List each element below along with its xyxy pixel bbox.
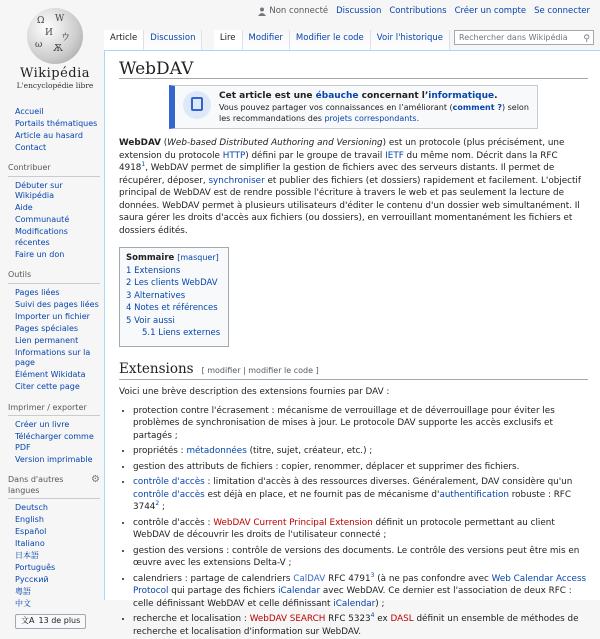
sidebar-item-debuter[interactable]: Débuter sur Wikipédia — [15, 180, 63, 200]
lang-de[interactable]: Deutsch — [15, 503, 48, 512]
toc-item-1[interactable]: 1 Extensions — [126, 265, 181, 276]
list-item: • gestion des versions : contrôle de versions des documents. Le contrôle des versions peut être mis en œuvre avec les extensions Delta-V ; — [133, 545, 588, 570]
caldav-link[interactable]: CalDAV — [293, 573, 326, 584]
table-of-contents — [119, 247, 229, 347]
list-item — [133, 476, 588, 514]
controle-acces-link-2[interactable]: contrôle d'accès — [133, 489, 205, 500]
page-tabs — [104, 30, 600, 50]
b7g: qui partage des fichiers — [168, 586, 279, 596]
section-title: Extensions — [119, 360, 194, 377]
sidebar-item-informations[interactable]: Informations sur la page — [15, 347, 91, 367]
intro-p2: ( — [160, 138, 168, 148]
b4f: robuste : RFC 3744 — [133, 489, 572, 512]
ref-1-link[interactable]: 1 — [141, 161, 146, 169]
gear-icon[interactable]: ⚙ — [91, 474, 100, 485]
lang-ja[interactable]: 日本語 — [15, 551, 39, 560]
lang-yue[interactable]: 粵語 — [15, 587, 31, 596]
b8c: RFC 5323 — [325, 614, 371, 624]
sidebar-item-suivi[interactable]: Suivi des pages liées — [15, 299, 99, 309]
wcap-link[interactable]: Web Calendar Access Protocol — [133, 573, 587, 596]
toc-title-text: Sommaire — [126, 253, 175, 263]
ref-3-link[interactable]: 3 — [370, 571, 375, 579]
b8a: recherche et localisation : — [133, 614, 250, 624]
stub-notice-title — [219, 91, 529, 102]
lang-zh[interactable]: 中文 — [15, 599, 31, 608]
sidebar-item-imprimable[interactable]: Version imprimable — [15, 454, 93, 464]
b7e: (à ne pas confondre avec — [374, 573, 492, 584]
http-link[interactable]: HTTP — [222, 150, 246, 161]
b8e: ex — [374, 614, 391, 624]
languages-portal — [8, 475, 100, 629]
b8g: définit un ensemble de méthodes de recherche et localisation d'information sur WebDAV. — [133, 614, 579, 637]
intro-expansion: Web-based Distributed Authoring and Versioning — [167, 138, 383, 148]
tools-title: Outils — [8, 270, 32, 279]
wikipedia-logo[interactable] — [10, 8, 100, 90]
tagline: L'encyclopédie libre — [16, 81, 94, 90]
tab-historique[interactable]: Voir l'historique — [371, 30, 450, 50]
metadonnees-link[interactable]: métadonnées — [186, 446, 247, 456]
toc-item-2[interactable]: 2 Les clients WebDAV — [126, 278, 218, 288]
webdav-search-link[interactable]: WebDAV SEARCH — [249, 614, 326, 624]
tab-modifier[interactable]: Modifier — [243, 30, 290, 50]
sidebar-item-random[interactable]: Article au hasard — [15, 130, 83, 140]
sidebar-item-modifications[interactable]: Modifications récentes — [15, 227, 68, 247]
page-title: WebDAV — [119, 63, 588, 79]
sidebar-item-lien-permanent[interactable]: Lien permanent — [15, 335, 79, 345]
tools-portal — [8, 270, 100, 393]
stub-notice — [169, 85, 538, 130]
toc-item-5-1[interactable]: 5.1 Liens externes — [142, 328, 221, 338]
ietf-link[interactable]: IETF — [385, 150, 404, 161]
tabs-spacer — [202, 30, 213, 50]
contribute-portal — [8, 163, 100, 260]
toc-item-3[interactable]: 3 Alternatives — [126, 290, 186, 301]
stub-t5: . — [494, 90, 498, 101]
create-account-link[interactable]: Créer un compte — [454, 6, 527, 16]
icalendar-link[interactable]: iCalendar — [278, 586, 321, 596]
stub-notice-text — [219, 91, 529, 125]
lang-it[interactable]: Italiano — [15, 539, 45, 548]
sidebar-item-portails[interactable]: Portails thématiques — [15, 118, 98, 128]
tools-heading — [8, 270, 100, 284]
list-item: • protection contre l'écrasement : mécanisme de verrouillage et de déverrouillage pour éviter les problèmes de synchronisation de mises à jour. Le protocole DAV supporte les accès exclusifs et partagés ; — [133, 405, 588, 443]
translate-icon: 文A — [21, 616, 35, 625]
tab-lire[interactable]: Lire — [214, 30, 243, 50]
list-item — [133, 517, 588, 542]
personal-discussion-link[interactable]: Discussion — [336, 6, 382, 16]
sidebar-item-pages-speciales[interactable]: Pages spéciales — [15, 323, 79, 333]
section-lead: Voici une brève description des extensions fournies par DAV : — [119, 387, 390, 397]
stub-t3: concernant l’ — [358, 90, 429, 101]
lang-pt[interactable]: Português — [15, 563, 56, 572]
list-item — [133, 445, 588, 458]
more-languages-label: 13 de plus — [38, 616, 81, 625]
sidebar-item-citer[interactable]: Citer cette page — [15, 382, 80, 391]
article-content — [104, 50, 600, 637]
print-portal — [8, 403, 100, 466]
b4h: ; — [159, 502, 165, 512]
intro-bold-title: WebDAV — [119, 138, 161, 148]
stub-b5: . — [416, 113, 420, 123]
stub-b1: Vous pouvez partager vos connaissances en l’améliorant ( — [219, 103, 453, 112]
dasl-link[interactable]: DASL — [390, 614, 414, 624]
b7k: ) ; — [375, 598, 385, 609]
intro-p12: et publier des fichiers (et dossiers) rapidement et facilement. L'objectif principal de WebDAV est de rendre possible l'écriture à travers le web et pas seulement la lecture de données. WebDAV permet à plusieurs utilisateurs d'éditer le contenu d'un dossier web simultanément. Il saura gérer les droits d'accès aux fichiers (ou dossiers), en verrouillant momentanément les fichiers et dossiers édités. — [119, 175, 581, 236]
lang-en[interactable]: English — [15, 515, 44, 524]
b2a: propriétés : — [133, 446, 187, 456]
personal-tools — [258, 6, 590, 16]
sidebar-item-accueil[interactable]: Accueil — [15, 106, 44, 116]
intro-p4: ) est un protocole (plus précisément, une extension du protocole — [119, 138, 565, 161]
stub-t1: Cet article est une — [219, 90, 316, 101]
toc-item-4[interactable]: 4 Notes et références — [126, 303, 218, 313]
tab-modifier-code[interactable]: Modifier le code — [290, 30, 371, 50]
current-principal-link[interactable]: WebDAV Current Principal Extension — [213, 517, 373, 528]
sidebar-item-don[interactable]: Faire un don — [15, 249, 65, 259]
search-placeholder: Rechercher dans Wikipédia — [459, 33, 568, 42]
comment-link[interactable]: comment ? — [452, 103, 502, 112]
controle-acces-link[interactable]: contrôle d'accès — [133, 477, 205, 487]
b7c: RFC 4791 — [325, 573, 371, 584]
icalendar-link-2[interactable]: iCalendar — [333, 598, 376, 609]
sidebar-item-wikidata[interactable]: Élément Wikidata — [15, 370, 86, 379]
login-link[interactable]: Se connecter — [534, 6, 590, 16]
toc-hide-link[interactable]: [masquer] — [177, 253, 219, 262]
sidebar-item-aide[interactable]: Aide — [15, 203, 33, 212]
b7i: avec WebDAV. Ce dernier est l'association de deux RFC : celle définissant WebDAV et celle définissant — [133, 586, 572, 609]
informatique-link[interactable]: informatique — [428, 90, 495, 101]
intro-paragraph — [119, 137, 588, 237]
search-input[interactable] — [454, 30, 594, 45]
sidebar-item-communaute[interactable]: Communauté — [15, 215, 70, 224]
ref-4-link[interactable]: 4 — [370, 612, 375, 620]
puzzle-globe-icon: Ω W И ウ ω Ѫ — [27, 8, 83, 64]
stub-notice-body — [219, 103, 529, 124]
intro-p8: du même nom. Décrit dans la RFC 4918 — [119, 150, 558, 173]
user-icon — [258, 7, 266, 16]
projets-link[interactable]: projets correspondants — [324, 113, 417, 123]
tab-discussion[interactable]: Discussion — [144, 30, 202, 50]
b2c: (titre, sujet, créateur, etc.) ; — [246, 446, 373, 456]
wordmark: Wikipédia — [19, 66, 91, 81]
stub-b3: ) selon les recommandations des — [219, 103, 529, 123]
sidebar-item-pdf[interactable]: Télécharger comme PDF — [15, 432, 94, 452]
contribute-heading — [8, 163, 100, 177]
contribute-title: Contribuer — [8, 163, 51, 172]
section-heading-extensions — [119, 360, 588, 381]
b5a: contrôle d'accès : — [133, 517, 214, 528]
more-languages-button[interactable] — [15, 614, 86, 629]
print-heading — [8, 403, 100, 417]
b5c: définit un protocole permettant au client WebDAV de découvrir les droits de l'utilisateur connecté ; — [133, 517, 555, 540]
b4b: : limitation d'accès à des ressources diverses. Généralement, DAV considère qu'un — [204, 477, 573, 487]
stub-link[interactable]: ébauche — [315, 90, 359, 101]
list-item: • gestion des attributs de fichiers : copier, renommer, déplacer et supprimer des fichiers. — [133, 461, 588, 474]
languages-heading — [8, 475, 100, 499]
sidebar-item-contact[interactable]: Contact — [15, 142, 47, 152]
tab-article[interactable]: Article — [104, 30, 144, 50]
languages-title: Dans d'autres langues — [8, 475, 64, 495]
toc-item-5[interactable]: 5 Voir aussi — [126, 315, 175, 326]
ref-2-link[interactable]: 2 — [155, 500, 160, 508]
navigation-portal — [8, 107, 100, 154]
sidebar-item-pages-liees[interactable]: Pages liées — [15, 287, 60, 297]
sidebar-item-livre[interactable]: Créer un livre — [15, 420, 70, 429]
intro-p10: , WebDAV permet de simplifier la gestion de fichiers avec des serveurs distants. Il permet de récupérer, déposer, — [119, 163, 555, 186]
b4d: est déjà en place, et ne fournit pas de mécanisme d' — [204, 489, 440, 500]
list-item — [133, 613, 588, 638]
not-logged-in-label: Non connecté — [269, 6, 329, 16]
contributions-link[interactable]: Contributions — [389, 6, 447, 16]
user-status — [258, 6, 328, 16]
extensions-list — [119, 405, 588, 639]
toc-title — [126, 252, 220, 265]
search-icon[interactable]: ⚲ — [583, 34, 590, 44]
computer-icon — [183, 91, 211, 119]
lang-es[interactable]: Español — [15, 527, 47, 536]
authentification-link[interactable]: authentification — [439, 489, 509, 500]
lang-ru[interactable]: Русский — [15, 575, 49, 584]
section-edit-links[interactable]: [ modifier | modifier le code ] — [201, 365, 319, 375]
list-item — [133, 573, 588, 611]
b7a: calendriers : partage de calendriers — [133, 573, 294, 584]
sidebar-item-importer[interactable]: Importer un fichier — [15, 311, 90, 321]
intro-p6: ) défini par le groupe de travail — [245, 150, 386, 161]
print-title: Imprimer / exporter — [8, 402, 87, 412]
synchroniser-link[interactable]: synchroniser — [208, 175, 265, 186]
sidebar — [8, 105, 100, 639]
